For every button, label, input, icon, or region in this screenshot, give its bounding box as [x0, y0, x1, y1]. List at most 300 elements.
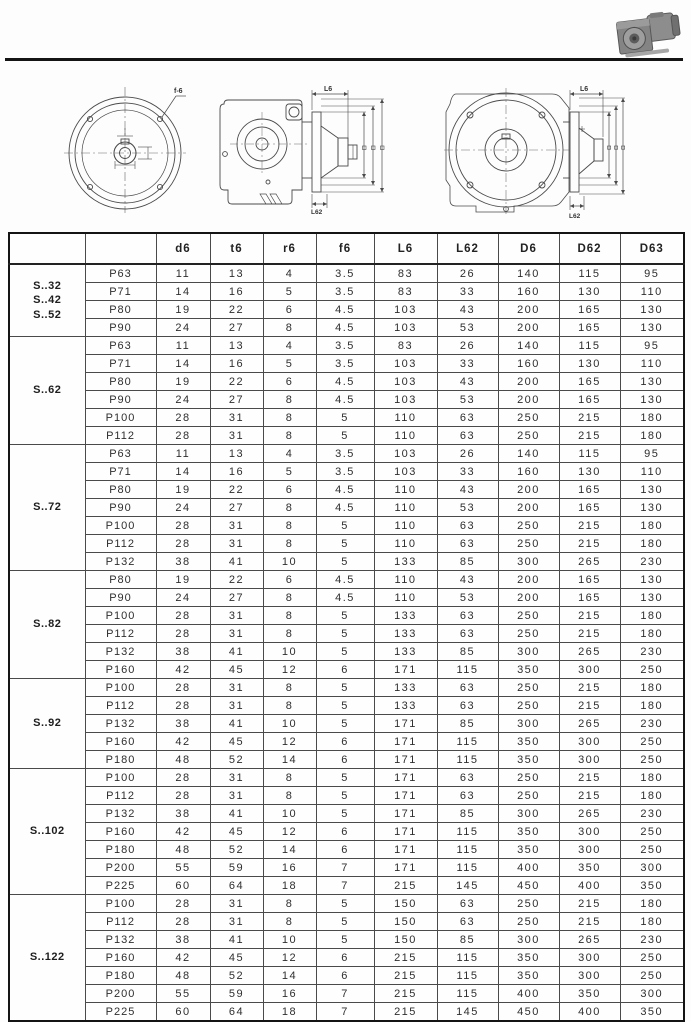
dimension-table	[8, 232, 685, 1022]
value-cell: 5	[263, 283, 316, 301]
value-cell: 145	[437, 1003, 498, 1022]
value-cell: 63	[437, 679, 498, 697]
table-row	[9, 751, 684, 769]
side-view-l62-label: L62	[311, 209, 323, 216]
col-header-D63: D63	[620, 233, 684, 264]
value-cell: 22	[210, 571, 263, 589]
value-cell: 180	[620, 895, 684, 913]
value-cell: 300	[498, 643, 559, 661]
table-row	[9, 589, 684, 607]
value-cell: 31	[210, 769, 263, 787]
value-cell: 350	[498, 967, 559, 985]
value-cell: 31	[210, 535, 263, 553]
value-cell: 300	[559, 967, 620, 985]
value-cell: 133	[374, 625, 437, 643]
value-cell: 110	[374, 499, 437, 517]
value-cell: 300	[498, 553, 559, 571]
value-cell: 8	[263, 697, 316, 715]
value-cell: 250	[498, 787, 559, 805]
value-cell: 6	[316, 751, 374, 769]
table-row	[9, 481, 684, 499]
value-cell: 16	[210, 355, 263, 373]
value-cell: 115	[437, 823, 498, 841]
value-cell: 165	[559, 499, 620, 517]
value-cell: 43	[437, 571, 498, 589]
value-cell: 63	[437, 607, 498, 625]
value-cell: 4	[263, 337, 316, 355]
motor-size-cell: P80	[85, 373, 156, 391]
value-cell: 215	[374, 1003, 437, 1022]
col-header-D6: D6	[498, 233, 559, 264]
value-cell: 215	[374, 877, 437, 895]
value-cell: 5	[316, 787, 374, 805]
col-header-r6: r6	[263, 233, 316, 264]
table-row	[9, 607, 684, 625]
value-cell: 14	[263, 841, 316, 859]
value-cell: 215	[559, 697, 620, 715]
table-header-row	[9, 233, 684, 264]
motor-size-cell: P132	[85, 715, 156, 733]
value-cell: 28	[156, 697, 210, 715]
value-cell: 3.5	[316, 445, 374, 463]
motor-size-cell: P200	[85, 859, 156, 877]
gearmotor-photo-art	[605, 6, 687, 64]
value-cell: 8	[263, 589, 316, 607]
value-cell: 250	[498, 769, 559, 787]
col-header-f6: f6	[316, 233, 374, 264]
value-cell: 3.5	[316, 283, 374, 301]
value-cell: 31	[210, 427, 263, 445]
value-cell: 38	[156, 805, 210, 823]
value-cell: 130	[559, 463, 620, 481]
value-cell: 250	[498, 535, 559, 553]
flange-callout-label: f-6	[174, 88, 183, 95]
value-cell: 6	[316, 823, 374, 841]
value-cell: 14	[156, 463, 210, 481]
value-cell: 53	[437, 391, 498, 409]
value-cell: 230	[620, 715, 684, 733]
value-cell: 300	[559, 661, 620, 679]
value-cell: 85	[437, 553, 498, 571]
motor-size-cell: P132	[85, 643, 156, 661]
motor-size-cell: P71	[85, 355, 156, 373]
value-cell: 10	[263, 805, 316, 823]
value-cell: 110	[620, 355, 684, 373]
group-label-line: S..82	[33, 618, 62, 631]
value-cell: 10	[263, 715, 316, 733]
value-cell: 5	[316, 697, 374, 715]
value-cell: 200	[498, 481, 559, 499]
value-cell: 400	[498, 985, 559, 1003]
value-cell: 250	[498, 409, 559, 427]
value-cell: 52	[210, 751, 263, 769]
value-cell: 4.5	[316, 391, 374, 409]
value-cell: 5	[316, 643, 374, 661]
value-cell: 48	[156, 967, 210, 985]
table-row	[9, 643, 684, 661]
value-cell: 180	[620, 427, 684, 445]
value-cell: 4.5	[316, 499, 374, 517]
value-cell: 63	[437, 409, 498, 427]
table-row	[9, 949, 684, 967]
value-cell: 165	[559, 571, 620, 589]
value-cell: 140	[498, 337, 559, 355]
value-cell: 63	[437, 895, 498, 913]
value-cell: 200	[498, 301, 559, 319]
motor-size-cell: P63	[85, 445, 156, 463]
value-cell: 83	[374, 264, 437, 283]
value-cell: 200	[498, 499, 559, 517]
value-cell: 5	[316, 895, 374, 913]
value-cell: 250	[620, 733, 684, 751]
motor-size-cell: P160	[85, 661, 156, 679]
motor-size-cell: P90	[85, 319, 156, 337]
table-row	[9, 877, 684, 895]
value-cell: 4.5	[316, 301, 374, 319]
value-cell: 26	[437, 264, 498, 283]
value-cell: 10	[263, 931, 316, 949]
value-cell: 28	[156, 895, 210, 913]
value-cell: 7	[316, 877, 374, 895]
group-label-cell	[9, 337, 85, 445]
value-cell: 165	[559, 301, 620, 319]
value-cell: 63	[437, 913, 498, 931]
value-cell: 300	[498, 805, 559, 823]
value-cell: 31	[210, 625, 263, 643]
value-cell: 300	[620, 859, 684, 877]
value-cell: 13	[210, 445, 263, 463]
value-cell: 8	[263, 625, 316, 643]
value-cell: 5	[316, 553, 374, 571]
value-cell: 110	[374, 535, 437, 553]
value-cell: 33	[437, 463, 498, 481]
table-row	[9, 967, 684, 985]
motor-size-cell: P160	[85, 823, 156, 841]
motor-size-cell: P132	[85, 553, 156, 571]
value-cell: 300	[498, 715, 559, 733]
value-cell: 215	[559, 769, 620, 787]
value-cell: 28	[156, 913, 210, 931]
value-cell: 230	[620, 643, 684, 661]
motor-size-cell: P63	[85, 264, 156, 283]
value-cell: 33	[437, 283, 498, 301]
value-cell: 4	[263, 264, 316, 283]
value-cell: 180	[620, 697, 684, 715]
value-cell: 180	[620, 409, 684, 427]
value-cell: 450	[498, 877, 559, 895]
value-cell: 41	[210, 715, 263, 733]
value-cell: 200	[498, 571, 559, 589]
value-cell: 48	[156, 751, 210, 769]
table-row	[9, 337, 684, 355]
value-cell: 8	[263, 607, 316, 625]
value-cell: 6	[316, 661, 374, 679]
table-row	[9, 409, 684, 427]
value-cell: 400	[498, 859, 559, 877]
value-cell: 5	[316, 517, 374, 535]
value-cell: 200	[498, 319, 559, 337]
value-cell: 300	[559, 823, 620, 841]
motor-size-cell: P63	[85, 337, 156, 355]
value-cell: 400	[559, 877, 620, 895]
side-view-l6-label: L6	[324, 86, 333, 93]
motor-size-cell: P100	[85, 517, 156, 535]
value-cell: 28	[156, 409, 210, 427]
value-cell: 115	[437, 841, 498, 859]
value-cell: 265	[559, 805, 620, 823]
table-row	[9, 517, 684, 535]
value-cell: 165	[559, 319, 620, 337]
value-cell: 110	[620, 463, 684, 481]
value-cell: 4.5	[316, 589, 374, 607]
value-cell: 59	[210, 985, 263, 1003]
value-cell: 14	[156, 283, 210, 301]
value-cell: 5	[316, 805, 374, 823]
motor-size-cell: P112	[85, 427, 156, 445]
value-cell: 43	[437, 301, 498, 319]
value-cell: 5	[316, 679, 374, 697]
value-cell: 215	[559, 427, 620, 445]
value-cell: 130	[620, 571, 684, 589]
value-cell: 160	[498, 463, 559, 481]
value-cell: 130	[620, 373, 684, 391]
value-cell: 63	[437, 697, 498, 715]
motor-size-cell: P80	[85, 481, 156, 499]
value-cell: 250	[498, 607, 559, 625]
value-cell: 63	[437, 535, 498, 553]
value-cell: 6	[316, 949, 374, 967]
motor-size-cell: P132	[85, 805, 156, 823]
col-header-D62: D62	[559, 233, 620, 264]
motor-size-cell: P100	[85, 607, 156, 625]
value-cell: 27	[210, 319, 263, 337]
table-row	[9, 859, 684, 877]
value-cell: 52	[210, 841, 263, 859]
value-cell: 215	[559, 607, 620, 625]
value-cell: 8	[263, 319, 316, 337]
table-row	[9, 787, 684, 805]
value-cell: 103	[374, 355, 437, 373]
value-cell: 165	[559, 481, 620, 499]
value-cell: 110	[374, 481, 437, 499]
value-cell: 42	[156, 949, 210, 967]
table-row	[9, 319, 684, 337]
value-cell: 230	[620, 931, 684, 949]
value-cell: 95	[620, 445, 684, 463]
value-cell: 130	[620, 589, 684, 607]
col-header-L62: L62	[437, 233, 498, 264]
value-cell: 350	[559, 985, 620, 1003]
value-cell: 115	[437, 751, 498, 769]
value-cell: 8	[263, 409, 316, 427]
value-cell: 42	[156, 661, 210, 679]
motor-size-cell: P90	[85, 499, 156, 517]
value-cell: 5	[316, 607, 374, 625]
value-cell: 265	[559, 715, 620, 733]
value-cell: 10	[263, 553, 316, 571]
value-cell: 5	[316, 931, 374, 949]
value-cell: 103	[374, 463, 437, 481]
value-cell: 3.5	[316, 355, 374, 373]
value-cell: 11	[156, 337, 210, 355]
value-cell: 6	[316, 967, 374, 985]
table-row	[9, 733, 684, 751]
value-cell: 180	[620, 679, 684, 697]
value-cell: 215	[374, 967, 437, 985]
value-cell: 4.5	[316, 571, 374, 589]
motor-size-cell: P112	[85, 535, 156, 553]
value-cell: 24	[156, 319, 210, 337]
value-cell: 14	[263, 967, 316, 985]
value-cell: 400	[559, 1003, 620, 1022]
value-cell: 27	[210, 589, 263, 607]
value-cell: 350	[559, 859, 620, 877]
value-cell: 180	[620, 769, 684, 787]
value-cell: 4.5	[316, 373, 374, 391]
group-label-line: S..62	[33, 384, 62, 397]
value-cell: 171	[374, 769, 437, 787]
value-cell: 200	[498, 373, 559, 391]
value-cell: 53	[437, 589, 498, 607]
value-cell: 8	[263, 499, 316, 517]
value-cell: 63	[437, 787, 498, 805]
col-header-L6: L6	[374, 233, 437, 264]
flange-face-drawing	[60, 83, 190, 217]
value-cell: 110	[374, 409, 437, 427]
value-cell: 5	[316, 427, 374, 445]
value-cell: 300	[498, 931, 559, 949]
value-cell: 19	[156, 373, 210, 391]
value-cell: 215	[374, 949, 437, 967]
value-cell: 350	[620, 1003, 684, 1022]
value-cell: 171	[374, 661, 437, 679]
value-cell: 63	[437, 427, 498, 445]
value-cell: 350	[498, 949, 559, 967]
value-cell: 64	[210, 877, 263, 895]
value-cell: 16	[263, 985, 316, 1003]
value-cell: 55	[156, 985, 210, 1003]
value-cell: 63	[437, 625, 498, 643]
value-cell: 103	[374, 445, 437, 463]
value-cell: 180	[620, 787, 684, 805]
value-cell: 300	[559, 949, 620, 967]
value-cell: 45	[210, 661, 263, 679]
value-cell: 150	[374, 895, 437, 913]
value-cell: 250	[498, 517, 559, 535]
value-cell: 6	[263, 481, 316, 499]
value-cell: 28	[156, 625, 210, 643]
value-cell: 59	[210, 859, 263, 877]
value-cell: 42	[156, 823, 210, 841]
value-cell: 250	[620, 949, 684, 967]
motor-size-cell: P80	[85, 301, 156, 319]
value-cell: 115	[559, 445, 620, 463]
value-cell: 31	[210, 913, 263, 931]
table-row	[9, 445, 684, 463]
motor-size-cell: P160	[85, 949, 156, 967]
value-cell: 115	[437, 985, 498, 1003]
value-cell: 115	[559, 264, 620, 283]
value-cell: 130	[620, 319, 684, 337]
col-header-d6: d6	[156, 233, 210, 264]
motor-size-cell: P160	[85, 733, 156, 751]
value-cell: 115	[559, 337, 620, 355]
value-cell: 28	[156, 535, 210, 553]
group-label-cell	[9, 769, 85, 895]
motor-size-cell: P90	[85, 589, 156, 607]
value-cell: 41	[210, 931, 263, 949]
value-cell: 14	[156, 355, 210, 373]
value-cell: 43	[437, 373, 498, 391]
value-cell: 171	[374, 715, 437, 733]
gearbox-front-view-drawing	[422, 82, 627, 220]
value-cell: 14	[263, 751, 316, 769]
value-cell: 180	[620, 625, 684, 643]
col-header-empty	[9, 233, 85, 264]
table-row	[9, 823, 684, 841]
motor-size-cell: P132	[85, 931, 156, 949]
value-cell: 28	[156, 679, 210, 697]
value-cell: 110	[374, 517, 437, 535]
motor-size-cell: P112	[85, 913, 156, 931]
motor-size-cell: P180	[85, 967, 156, 985]
value-cell: 7	[316, 1003, 374, 1022]
group-label-line: S..52	[33, 308, 62, 321]
motor-size-cell: P71	[85, 463, 156, 481]
group-label-line: S..32	[33, 280, 62, 293]
value-cell: 450	[498, 1003, 559, 1022]
value-cell: 215	[559, 409, 620, 427]
value-cell: 5	[316, 535, 374, 553]
value-cell: 130	[620, 301, 684, 319]
value-cell: 180	[620, 517, 684, 535]
table-row	[9, 895, 684, 913]
value-cell: 265	[559, 931, 620, 949]
table-row	[9, 391, 684, 409]
value-cell: 43	[437, 481, 498, 499]
value-cell: 5	[263, 463, 316, 481]
motor-size-cell: P100	[85, 679, 156, 697]
motor-size-cell: P112	[85, 787, 156, 805]
value-cell: 53	[437, 319, 498, 337]
value-cell: 103	[374, 319, 437, 337]
value-cell: 4.5	[316, 319, 374, 337]
value-cell: 12	[263, 733, 316, 751]
value-cell: 8	[263, 391, 316, 409]
motor-size-cell: P225	[85, 1003, 156, 1022]
value-cell: 350	[498, 733, 559, 751]
value-cell: 38	[156, 553, 210, 571]
value-cell: 250	[620, 841, 684, 859]
value-cell: 160	[498, 283, 559, 301]
value-cell: 115	[437, 949, 498, 967]
value-cell: 7	[316, 859, 374, 877]
gearbox-side-view-drawing	[212, 82, 390, 216]
value-cell: 250	[620, 661, 684, 679]
value-cell: 5	[316, 913, 374, 931]
value-cell: 110	[374, 589, 437, 607]
value-cell: 19	[156, 301, 210, 319]
value-cell: 31	[210, 697, 263, 715]
value-cell: 16	[210, 283, 263, 301]
value-cell: 265	[559, 643, 620, 661]
value-cell: 18	[263, 1003, 316, 1022]
value-cell: 171	[374, 859, 437, 877]
group-label-cell	[9, 895, 85, 1022]
value-cell: 12	[263, 661, 316, 679]
value-cell: 38	[156, 643, 210, 661]
value-cell: 115	[437, 733, 498, 751]
